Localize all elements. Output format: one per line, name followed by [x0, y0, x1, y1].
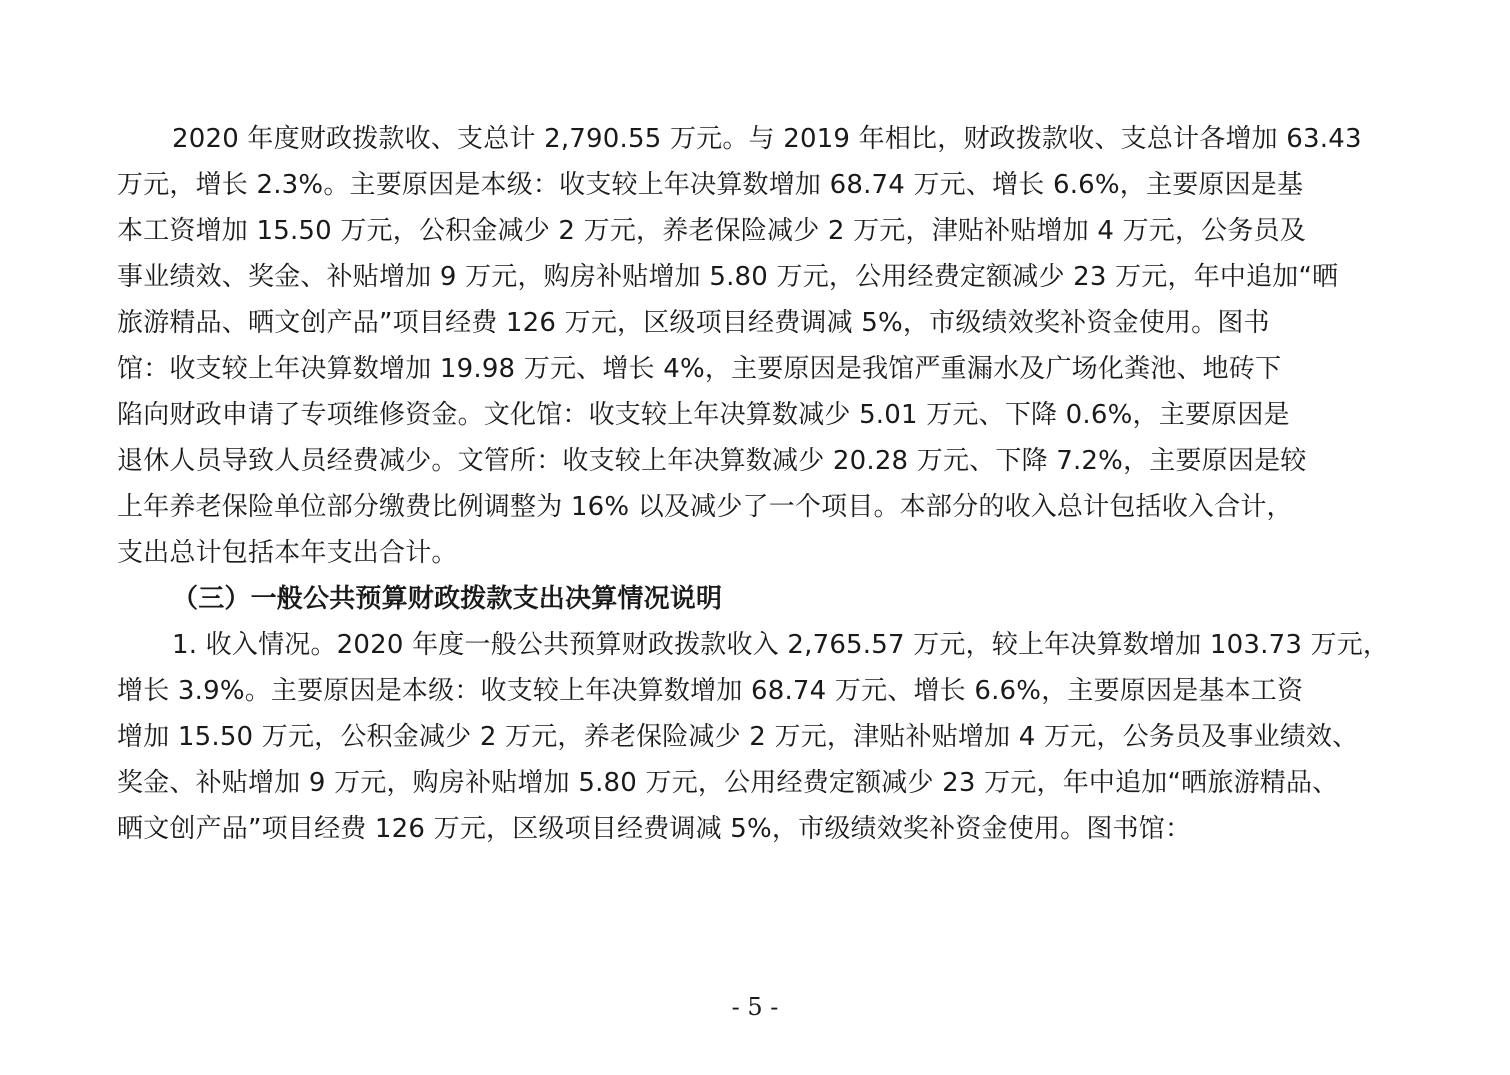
paragraph-1-line-4: 事业绩效、奖金、补贴增加 9 万元，购房补贴增加 5.80 万元，公用经费定额减少 23 万元，年中追加“晒: [117, 262, 1339, 292]
paragraph-2-line-5: 晒文创产品”项目经费 126 万元，区级项目经费调减 5%，市级绩效奖补资金使用。图书馆：: [117, 814, 1192, 844]
paragraph-2-line-2: 增长 3.9%。主要原因是本级：收支较上年决算数增加 68.74 万元、增长 6.6%，主要原因是基本工资: [117, 676, 1304, 706]
paragraph-1-line-8: 退休人员导致人员经费减少。文管所：收支较上年决算数减少 20.28 万元、下降 7.2%，主要原因是较: [117, 446, 1307, 476]
paragraph-1-line-7: 陷向财政申请了专项维修资金。文化馆：收支较上年决算数减少 5.01 万元、下降 0.6%，主要原因是: [117, 400, 1290, 430]
paragraph-2-line-4: 奖金、补贴增加 9 万元，购房补贴增加 5.80 万元，公用经费定额减少 23 万元，年中追加“晒旅游精品、: [117, 768, 1339, 798]
paragraph-1-line-10: 支出总计包括本年支出合计。: [117, 538, 458, 568]
section-heading: （三）一般公共预算财政拨款支出决算情况说明: [172, 584, 723, 614]
paragraph-1-line-9: 上年养老保险单位部分缴费比例调整为 16% 以及减少了一个项目。本部分的收入总计包括收入合计，: [117, 492, 1293, 522]
page-number: - 5 -: [731, 993, 779, 1021]
paragraph-1-line-1: 2020 年度财政拨款收、支总计 2,790.55 万元。与 2019 年相比，财政拨款收、支总计各增加 63.43: [172, 124, 1362, 154]
paragraph-1-line-3: 本工资增加 15.50 万元，公积金减少 2 万元，养老保险减少 2 万元，津贴补贴增加 4 万元，公务员及: [117, 216, 1306, 246]
paragraph-1-line-5: 旅游精品、晒文创产品”项目经费 126 万元，区级项目经费调减 5%，市级绩效奖补资金使用。图书: [117, 308, 1270, 338]
paragraph-2-line-3: 增加 15.50 万元，公积金减少 2 万元，养老保险减少 2 万元，津贴补贴增加 4 万元，公务员及事业绩效、: [117, 722, 1359, 752]
paragraph-1-line-2: 万元，增长 2.3%。主要原因是本级：收支较上年决算数增加 68.74 万元、增长 6.6%，主要原因是基: [117, 170, 1304, 200]
paragraph-2-line-1: 1. 收入情况。2020 年度一般公共预算财政拨款收入 2,765.57 万元，较上年决算数增加 103.73 万元，: [172, 630, 1390, 660]
paragraph-1-line-6: 馆：收支较上年决算数增加 19.98 万元、增长 4%，主要原因是我馆严重漏水及广场化粪池、地砖下: [117, 354, 1282, 384]
